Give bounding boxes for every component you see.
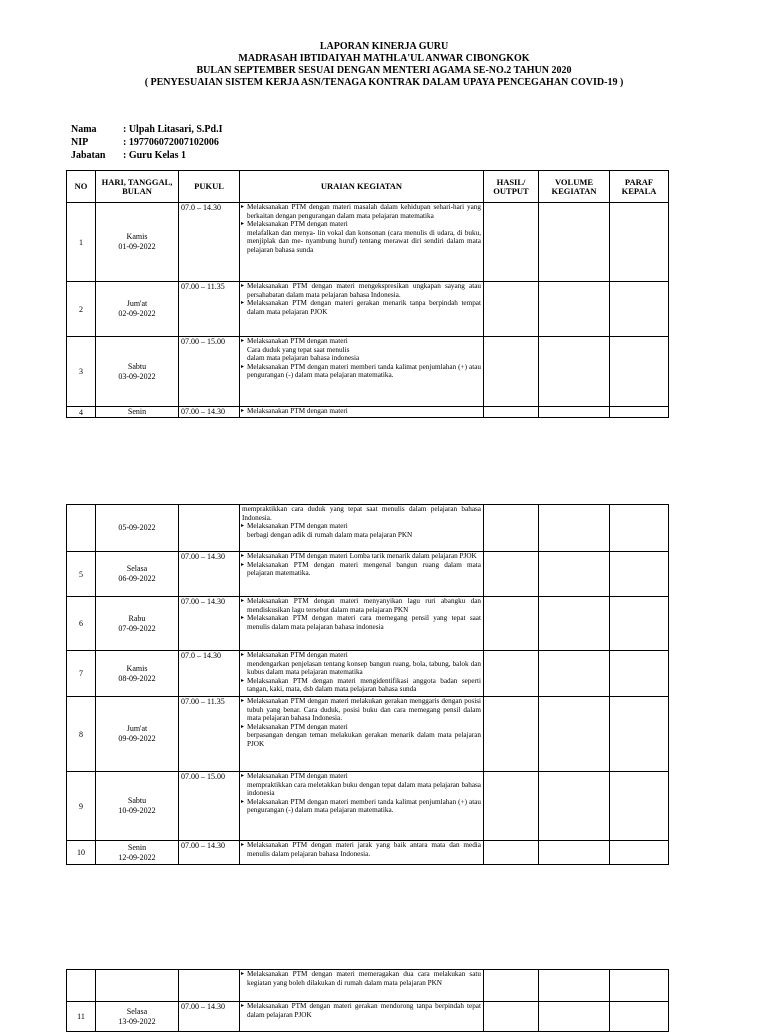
cell-no: 6 bbox=[67, 597, 96, 651]
cell-volume bbox=[539, 651, 610, 697]
activity-bullet-item: ▸ Melaksanakan PTM dengan materi bbox=[242, 522, 481, 531]
day-name: Jum'at bbox=[126, 299, 148, 308]
identity-position bbox=[71, 149, 186, 162]
identity-name-value: : Ulpah Litasari, S.Pd.I bbox=[123, 124, 223, 135]
activity-bullet-item: ▸ Melaksanakan PTM dengan materi bbox=[242, 651, 481, 660]
cell-date bbox=[96, 337, 179, 407]
activity-bullet-item: ▸ Melaksanakan PTM dengan materi bbox=[242, 407, 481, 416]
table-row bbox=[67, 282, 669, 337]
cell-volume bbox=[539, 203, 610, 282]
cell-output bbox=[484, 282, 539, 337]
activity-bullet-item: ▸ Melaksanakan PTM dengan materi cara memegang pensil yang tepat saat menulis dalam mata pelajaran bahasa indonesia bbox=[242, 614, 481, 631]
cell-output bbox=[484, 970, 539, 1002]
identity-name-label: Nama bbox=[71, 124, 97, 135]
col-header-output: HASIL/ OUTPUT bbox=[484, 171, 539, 203]
cell-no: 9 bbox=[67, 772, 96, 841]
activity-text: berpasangan dengan teman melakukan gerakan menarik dalam mata pelajaran PJOK bbox=[247, 731, 481, 748]
date-value: 06-09-2022 bbox=[118, 574, 156, 583]
cell-signature bbox=[610, 970, 669, 1002]
col-header-no: NO bbox=[67, 171, 96, 203]
cell-output bbox=[484, 505, 539, 552]
cell-output bbox=[484, 552, 539, 597]
activity-table-page2 bbox=[66, 504, 669, 865]
cell-time: 07.0 – 14.30 bbox=[179, 203, 240, 282]
cell-no: 8 bbox=[67, 697, 96, 772]
activity-bullet-item: ▸ Melaksanakan PTM dengan materi bbox=[242, 772, 481, 781]
identity-nip-value: : 19770607200710​2006 bbox=[123, 137, 219, 148]
cell-time: 07.00 – 14.30 bbox=[179, 1002, 240, 1032]
cell-signature bbox=[610, 282, 669, 337]
table-row bbox=[67, 505, 669, 552]
activity-bullet-item: ▸ Melaksanakan PTM dengan materi gerakan menarik tanpa berpindah tempat dalam mata pelajaran PJOK bbox=[242, 299, 481, 316]
cell-output bbox=[484, 697, 539, 772]
cell-time: 07.00 – 15.00 bbox=[179, 772, 240, 841]
cell-time: 07.0 – 14.30 bbox=[179, 651, 240, 697]
cell-time: 07.00 – 14.30 bbox=[179, 597, 240, 651]
date-value: 01-09-2022 bbox=[118, 242, 156, 251]
cell-date bbox=[96, 651, 179, 697]
identity-position-label: Jabatan bbox=[71, 150, 106, 161]
cell-output bbox=[484, 1002, 539, 1032]
activity-text: melafalkan dan menya- lin vokal dan konsonan (cara menulis di udara, di buku, menjiplak dan me- nyambung huruf) tentang merawat diri sendiri dalam mata pelajaran bahasa sunda bbox=[247, 228, 481, 254]
cell-activity bbox=[240, 505, 484, 552]
table-row bbox=[67, 841, 669, 865]
table-row bbox=[67, 1002, 669, 1032]
activity-bullet-item: ▸ Melaksanakan PTM dengan materi gerakan mendorong tanpa berpindah tepat dalam pelajaran PJOK bbox=[242, 1002, 481, 1019]
cell-activity bbox=[240, 651, 484, 697]
cell-no: 10 bbox=[67, 841, 96, 865]
activity-bullet-item: ▸ Melaksanakan PTM dengan materi mengenal bangun ruang dalam mata pelajaran matematika. bbox=[242, 561, 481, 578]
table-header-row bbox=[67, 171, 669, 203]
cell-no: 3 bbox=[67, 337, 96, 407]
identity-nip-label: NIP bbox=[71, 137, 89, 148]
cell-volume bbox=[539, 337, 610, 407]
activity-table-page1 bbox=[66, 170, 669, 418]
table-row bbox=[67, 970, 669, 1002]
cell-no: 11 bbox=[67, 1002, 96, 1032]
date-value: 10-09-2022 bbox=[118, 806, 156, 815]
table-row bbox=[67, 203, 669, 282]
cell-time: 07.00 – 11.35 bbox=[179, 282, 240, 337]
cell-activity bbox=[240, 772, 484, 841]
cell-output bbox=[484, 597, 539, 651]
school-name: MADRASAH IBTIDAIYAH MATHLA'UL ANWAR CIBONGKOK bbox=[238, 53, 530, 64]
identity-nip bbox=[71, 136, 219, 149]
cell-volume bbox=[539, 772, 610, 841]
activity-bullet-item: ▸ Melaksanakan PTM dengan materi melakukan gerakan menggaris dengan posisi tubuh yang benar. Cara duduk, posisi buku dan cara memegang pensil dalam mata pelajaran bahasa Indonesia. bbox=[242, 697, 481, 723]
day-name: Selasa bbox=[126, 564, 148, 573]
cell-no: 1 bbox=[67, 203, 96, 282]
cell-activity bbox=[240, 970, 484, 1002]
cell-date bbox=[96, 505, 179, 552]
cell-volume bbox=[539, 1002, 610, 1032]
cell-signature bbox=[610, 505, 669, 552]
activity-bullet-item: ▸ Melaksanakan PTM dengan materi memberi tanda kalimat penjumlahan (+) atau pengurangan (-) dalam mata pelajaran matematika. bbox=[242, 363, 481, 380]
identity-name bbox=[71, 123, 222, 136]
cell-no: 7 bbox=[67, 651, 96, 697]
date-value: 05-09-2022 bbox=[118, 523, 156, 532]
cell-no bbox=[67, 505, 96, 552]
cell-time: 07.00 – 14.30 bbox=[179, 407, 240, 418]
cell-signature bbox=[610, 407, 669, 418]
cell-output bbox=[484, 841, 539, 865]
col-header-date: HARI, TANGGAL, BULAN bbox=[96, 171, 179, 203]
activity-bullet-item: ▸ Melaksanakan PTM dengan materi bbox=[242, 723, 481, 732]
activity-bullet-item: ▸ Melaksanakan PTM dengan materi memberi tanda kalimat penjumlahan (+) atau pengurangan (-) dalam mata pelajaran matematika. bbox=[242, 798, 481, 815]
col-header-signature: PARAF KEPALA bbox=[610, 171, 669, 203]
cell-date bbox=[96, 697, 179, 772]
day-name: Selasa bbox=[126, 1006, 148, 1016]
cell-signature bbox=[610, 337, 669, 407]
cell-time bbox=[179, 505, 240, 552]
cell-time: 07.00 – 11.35 bbox=[179, 697, 240, 772]
table-row bbox=[67, 407, 669, 418]
cell-signature bbox=[610, 552, 669, 597]
day-name: Rabu bbox=[128, 613, 146, 623]
cell-no: 2 bbox=[67, 282, 96, 337]
date-value: 02-09-2022 bbox=[118, 309, 156, 318]
cell-no bbox=[67, 970, 96, 1002]
cell-activity bbox=[240, 203, 484, 282]
cell-activity bbox=[240, 697, 484, 772]
day-name: Senin bbox=[127, 842, 147, 852]
cell-date bbox=[96, 597, 179, 651]
cell-activity bbox=[240, 841, 484, 865]
activity-text: berbagi dengan adik di rumah dalam mata pelajaran PKN bbox=[247, 530, 413, 539]
cell-date bbox=[96, 282, 179, 337]
cell-time: 07.00 – 14.30 bbox=[179, 552, 240, 597]
activity-bullet-item: ▸ Melaksanakan PTM dengan materi masalah dalam kehidupan sehari-hari yang berkaitan dengan pengurangan dalam mata pelajaran matematika bbox=[242, 203, 481, 220]
table-row bbox=[67, 337, 669, 407]
day-name: Kamis bbox=[126, 663, 148, 673]
activity-bullet-item: ▸ Melaksanakan PTM dengan materi bbox=[242, 337, 481, 346]
cell-date bbox=[96, 970, 179, 1002]
day-name: Kamis bbox=[126, 232, 148, 241]
cell-signature bbox=[610, 697, 669, 772]
cell-date bbox=[96, 407, 179, 418]
cell-output bbox=[484, 407, 539, 418]
date-value: 07-09-2022 bbox=[118, 623, 156, 633]
cell-activity bbox=[240, 282, 484, 337]
cell-activity bbox=[240, 337, 484, 407]
cell-output bbox=[484, 651, 539, 697]
day-name: Sabtu bbox=[127, 796, 147, 805]
cell-signature bbox=[610, 597, 669, 651]
cell-date bbox=[96, 203, 179, 282]
day-name: Jum'at bbox=[126, 724, 148, 733]
day-name: Sabtu bbox=[127, 361, 147, 371]
report-title: LAPORAN KINERJA GURU bbox=[319, 41, 449, 52]
cell-activity bbox=[240, 552, 484, 597]
activity-text: Cara duduk yang tepat saat menulis bbox=[247, 345, 350, 354]
cell-signature bbox=[610, 203, 669, 282]
activity-bullet-item: ▸ Melaksanakan PTM dengan materi mengekspresikan ungkapan sayang atau persahabatan dalam mata pelajaran bahasa Indonesia. bbox=[242, 282, 481, 299]
cell-date bbox=[96, 841, 179, 865]
date-value: 12-09-2022 bbox=[118, 852, 156, 862]
cell-volume bbox=[539, 841, 610, 865]
activity-bullet-item: ▸ Melaksanakan PTM dengan materi Lomba tarik menarik dalam pelajaran PJOK bbox=[242, 552, 481, 561]
table-row bbox=[67, 772, 669, 841]
col-header-time: PUKUL bbox=[179, 171, 240, 203]
cell-time: 07.00 – 15.00 bbox=[179, 337, 240, 407]
date-value: 13-09-2022 bbox=[118, 1016, 156, 1026]
cell-output bbox=[484, 203, 539, 282]
cell-signature bbox=[610, 772, 669, 841]
col-header-activity: URAIAN KEGIATAN bbox=[240, 171, 484, 203]
cell-volume bbox=[539, 697, 610, 772]
activity-text: mendengarkan penjelasan tentang konsep bangun ruang, bola, tabung, balok dan kubus dalam mata pelajaran matematika bbox=[247, 659, 481, 677]
activity-bullet-item: ▸ Melaksanakan PTM dengan materi memeragakan dua cara melakukan satu kegiatan yang boleh dilakukan di rumah dalam mata pelajaran PKN bbox=[242, 970, 481, 987]
cell-no: 5 bbox=[67, 552, 96, 597]
cell-activity bbox=[240, 1002, 484, 1032]
cell-date bbox=[96, 552, 179, 597]
cell-signature bbox=[610, 1002, 669, 1032]
cell-volume bbox=[539, 407, 610, 418]
cell-time bbox=[179, 970, 240, 1002]
report-subtitle: ( PENYESUAIAN SISTEM KERJA ASN/TENAGA KONTRAK DALAM UPAYA PENCEGAHAN COVID-19 ) bbox=[144, 77, 624, 88]
table-row bbox=[67, 651, 669, 697]
cell-date bbox=[96, 1002, 179, 1032]
activity-bullet-item: ▸ Melaksanakan PTM dengan materi bbox=[242, 220, 481, 229]
cell-date bbox=[96, 772, 179, 841]
table-row bbox=[67, 597, 669, 651]
cell-activity bbox=[240, 597, 484, 651]
cell-signature bbox=[610, 841, 669, 865]
activity-bullet-item: ▸ Melaksanakan PTM dengan materi jarak yang baik antara mata dan media menulis dalam pelajaran bahasa Indonesia. bbox=[242, 841, 481, 858]
cell-volume bbox=[539, 970, 610, 1002]
date-value: 03-09-2022 bbox=[118, 371, 156, 381]
activity-text: mempraktikkan cara meletakkan buku dengan tepat dalam mata pelajaran bahasa indonesia bbox=[247, 780, 481, 798]
cell-time: 07.00 – 14.30 bbox=[179, 841, 240, 865]
cell-no: 4 bbox=[67, 407, 96, 418]
activity-text: dalam mata pelajaran bahasa indonesia bbox=[247, 354, 360, 363]
report-period: BULAN SEPTEMBER SESUAI DENGAN MENTERI AGAMA SE-NO.2 TAHUN 2020 bbox=[196, 65, 572, 76]
activity-bullet-item: ▸ Melaksanakan PTM dengan materi mengidentifikasi anggota badan seperti tangan, kaki, mata, dsb dalam mata pelajaran bahasa sunda bbox=[242, 677, 481, 694]
cell-volume bbox=[539, 597, 610, 651]
cell-activity bbox=[240, 407, 484, 418]
cell-output bbox=[484, 337, 539, 407]
table-row bbox=[67, 552, 669, 597]
date-value: 08-09-2022 bbox=[118, 673, 156, 683]
col-header-volume: VOLUME KEGIATAN bbox=[539, 171, 610, 203]
cell-volume bbox=[539, 552, 610, 597]
cell-signature bbox=[610, 651, 669, 697]
date-value: 09-09-2022 bbox=[118, 734, 156, 743]
activity-bullet-item: ▸ Melaksanakan PTM dengan materi menyanyikan lagu ruri abangku dan mendiskusikan lagu tersebut dalam mata pelajaran PKN bbox=[242, 597, 481, 614]
table-row bbox=[67, 697, 669, 772]
cell-volume bbox=[539, 282, 610, 337]
activity-text: mempraktikkan cara duduk yang tepat saat menulis dalam pelajaran bahasa Indonesia. bbox=[242, 505, 481, 522]
cell-output bbox=[484, 772, 539, 841]
day-name: Senin bbox=[127, 407, 147, 416]
identity-position-value: : Guru Kelas 1 bbox=[123, 150, 187, 161]
cell-volume bbox=[539, 505, 610, 552]
activity-table-page3 bbox=[66, 969, 669, 1032]
